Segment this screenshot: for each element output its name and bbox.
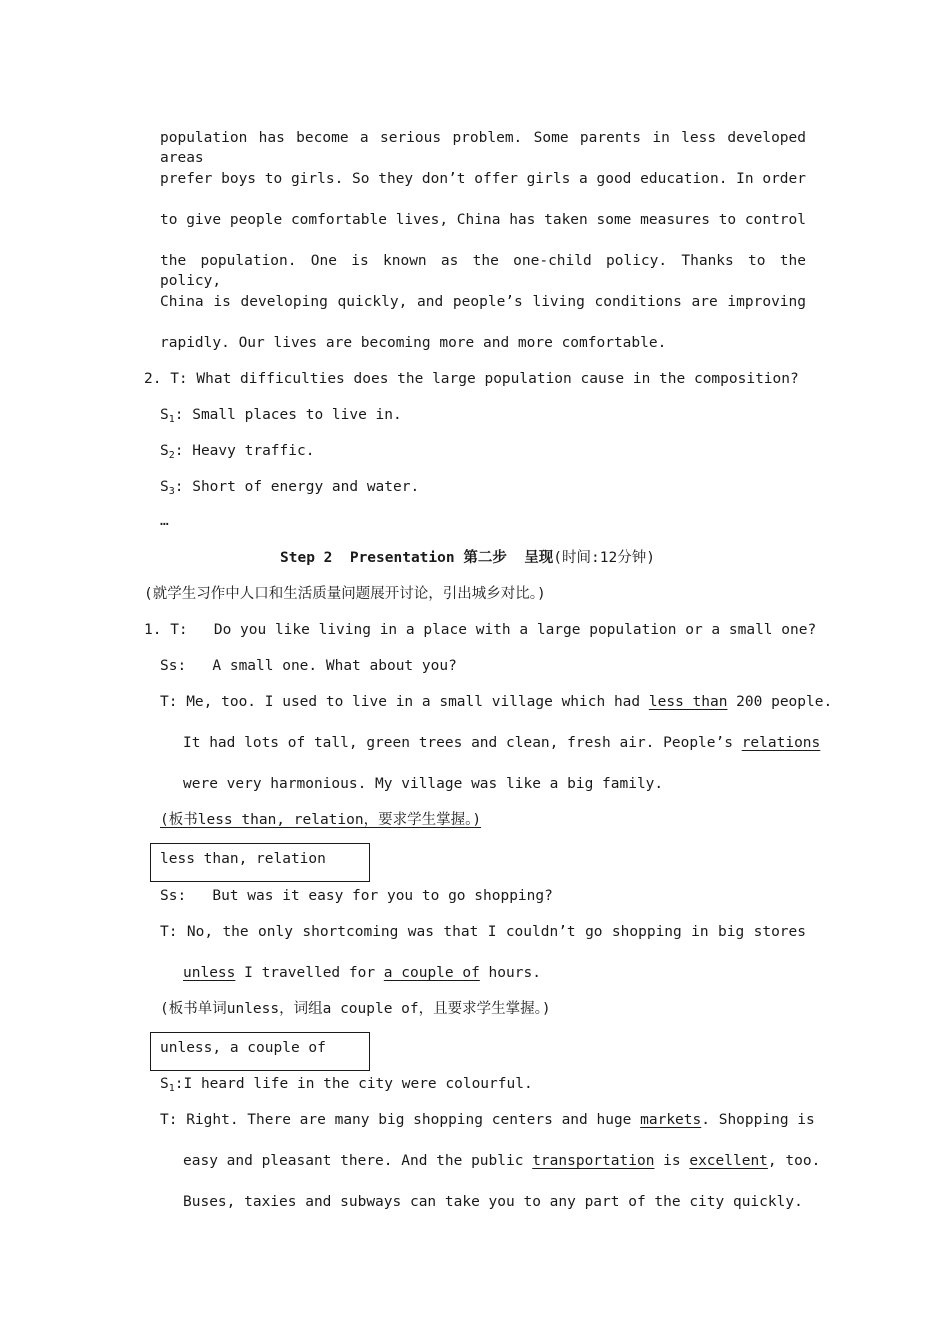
speaker-label: S (160, 407, 169, 423)
paragraph-line-3: to give people comfortable lives, China has taken some measures to control (160, 212, 807, 228)
dialog-line-7: T: No, the only shortcoming was that I couldn’t go shopping in big stores (160, 924, 806, 940)
vocab-underline: less than (648, 694, 728, 710)
speaker-subscript: 2 (168, 450, 175, 461)
vocab-underline: excellent (689, 1153, 768, 1169)
dialog-line-9 (160, 1074, 533, 1099)
text-segment: I travelled for (235, 965, 384, 981)
dialog-line-2: Ss: A small one. What about you? (160, 658, 457, 674)
paragraph-line-5: China is developing quickly, and people’s living conditions are improving (160, 294, 806, 310)
vocab-underline: unless (183, 965, 236, 981)
text-segment: easy and pleasant there. And the public (183, 1153, 533, 1169)
dialog-line-8 (183, 963, 541, 983)
speaker-label: S (160, 443, 169, 459)
step-heading (280, 548, 655, 568)
question-2: 2. T: What difficulties does the large population cause in the composition? (144, 371, 799, 387)
answer-text: : Heavy traffic. (174, 443, 315, 459)
student-answer-2 (160, 441, 314, 466)
board-box-text: less than, relation (160, 851, 326, 867)
paragraph-line-4: the population. One is known as the one-child policy. Thanks to the policy, (160, 253, 806, 289)
text-segment: 200 people. (727, 694, 833, 710)
speaker-subscript: 3 (168, 486, 175, 497)
text-segment: , too. (767, 1153, 821, 1169)
vocab-underline: transportation (532, 1153, 655, 1169)
speaker-label: S (160, 479, 169, 495)
text-segment: . Shopping is (701, 1112, 815, 1128)
text-segment: It had lots of tall, green trees and clean, fresh air. People’s (183, 735, 742, 751)
answer-text: : Small places to live in. (174, 407, 402, 423)
ellipsis: … (160, 513, 169, 529)
dialog-line-3 (160, 692, 832, 712)
paragraph-line-2: prefer boys to girls. So they don’t offer girls a good education. In order (160, 171, 807, 187)
board-note-1: (板书less than, relation，要求学生掌握。) (160, 812, 482, 828)
speaker-label: S (160, 1076, 169, 1092)
board-note-2: (板书单词unless，词组a couple of，且要求学生掌握。) (160, 1001, 551, 1017)
dialog-line-12: Buses, taxies and subways can take you to any part of the city quickly. (183, 1194, 803, 1210)
text-segment: T: Right. There are many big shopping centers and huge (160, 1112, 641, 1128)
dialog-line-10 (160, 1110, 815, 1130)
speaker-subscript: 1 (168, 414, 175, 425)
step-intro: (就学生习作中人口和生活质量问题展开讨论，引出城乡对比。) (144, 586, 546, 602)
dialog-line-4 (183, 733, 820, 753)
text-segment: is (654, 1153, 690, 1169)
board-box-2 (150, 1032, 370, 1071)
paragraph-line-6: rapidly. Our lives are becoming more and more comfortable. (160, 335, 667, 351)
step-heading-time: (时间:12分钟) (553, 550, 655, 566)
paragraph-line-1: population has become a serious problem. Some parents in less developed areas (160, 130, 806, 166)
answer-text: : Short of energy and water. (174, 479, 420, 495)
vocab-underline: relations (741, 735, 821, 751)
text-segment: T: Me, too. I used to live in a small village which had (160, 694, 649, 710)
student-answer-3 (160, 477, 419, 502)
board-box-1 (150, 843, 370, 882)
vocab-underline: a couple of (383, 965, 480, 981)
text-segment: hours. (479, 965, 541, 981)
board-box-text: unless, a couple of (160, 1040, 326, 1056)
text-segment: :I heard life in the city were colourful. (174, 1076, 533, 1092)
student-answer-1 (160, 405, 402, 430)
dialog-line-5: were very harmonious. My village was like a big family. (183, 776, 664, 792)
dialog-line-6: Ss: But was it easy for you to go shopping? (160, 888, 553, 904)
speaker-subscript: 1 (168, 1083, 175, 1094)
dialog-line-11 (183, 1151, 820, 1171)
step-heading-title: Step 2 Presentation 第二步 呈现 (280, 550, 554, 566)
dialog-line-1: 1. T: Do you like living in a place with a large population or a small one? (144, 622, 817, 638)
vocab-underline: markets (640, 1112, 702, 1128)
